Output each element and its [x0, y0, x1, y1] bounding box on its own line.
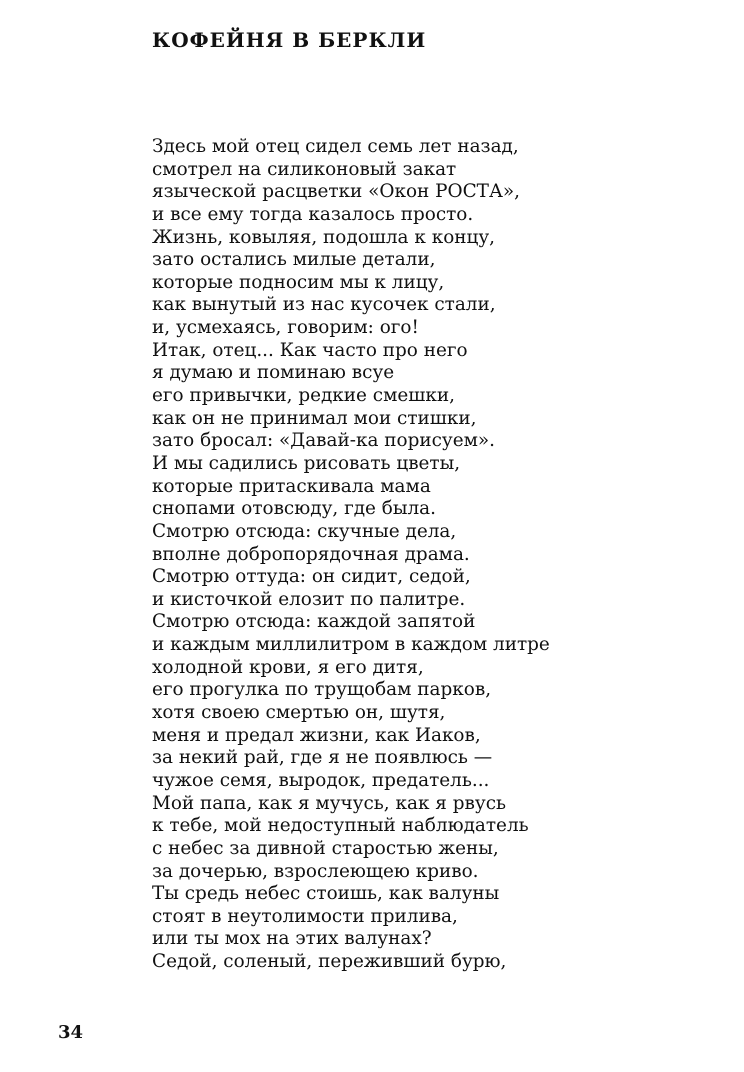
poem-line: за дочерью, взрослеющею криво. — [152, 860, 479, 882]
poem-line: чужое семя, выродок, предатель... — [152, 769, 490, 791]
poem-line: его прогулка по трущобам парков, — [152, 679, 492, 701]
poem-title: КОФЕЙНЯ В БЕРКЛИ — [152, 28, 427, 52]
poem-line: снопами отовсюду, где была. — [152, 498, 436, 520]
poem-line: и каждым миллилитром в каждом литре — [152, 634, 550, 656]
poem-line: которые подносим мы к лицу, — [152, 271, 445, 293]
poem-line: Смотрю оттуда: он сидит, седой, — [152, 566, 471, 588]
poem-line: меня и предал жизни, как Иаков, — [152, 724, 481, 746]
poem-line: холодной крови, я его дитя, — [152, 656, 424, 678]
poem-line: стоят в неутолимости прилива, — [152, 905, 458, 927]
poem-line: И мы садились рисовать цветы, — [152, 452, 461, 474]
poem-line: к тебе, мой недоступный наблюдатель — [152, 815, 529, 837]
poem-line: зато остались милые детали, — [152, 249, 436, 271]
poem-line: хотя своею смертью он, шутя, — [152, 702, 446, 724]
poem-body — [152, 136, 550, 974]
poem-line: за некий рай, где я не появлюсь — — [152, 747, 493, 769]
poem-line: и все ему тогда казалось просто. — [152, 203, 474, 225]
poem-line: Здесь мой отец сидел семь лет назад, — [152, 136, 519, 157]
poem-line: и кисточкой елозит по палитре. — [152, 588, 466, 610]
poem-line: Мой папа, как я мучусь, как я рвусь — [152, 792, 507, 814]
poem-line: которые притаскивала мама — [152, 475, 431, 497]
poem-line: Жизнь, ковыляя, подошла к концу, — [152, 226, 496, 248]
poem-line: Смотрю отсюда: скучные дела, — [152, 520, 457, 542]
poem-line: зато бросал: «Давай-ка порисуем». — [152, 430, 496, 452]
page-number: 34 — [58, 1022, 84, 1043]
poem-line: его привычки, редкие смешки, — [152, 385, 455, 407]
poem-line: Ты средь небес стоишь, как валуны — [152, 883, 500, 905]
poem-line: с небес за дивной старостью жены, — [152, 837, 499, 859]
poem-line: я думаю и поминаю всуе — [152, 362, 395, 384]
poem-line: и, усмехаясь, говорим: ого! — [152, 317, 419, 339]
poem-line: вполне добропорядочная драма. — [152, 543, 470, 565]
poem-line: или ты мох на этих валунах? — [152, 928, 432, 950]
poem-line: смотрел на силиконовый закат — [152, 158, 457, 180]
poem-line: Итак, отец... Как часто про него — [152, 339, 468, 361]
poem-line: языческой расцветки «Окон РОСТА», — [152, 181, 520, 203]
poem-line: Седой, соленый, переживший бурю, — [152, 951, 507, 973]
poem-line: как он не принимал мои стишки, — [152, 407, 477, 429]
poem-line: Смотрю отсюда: каждой запятой — [152, 611, 476, 633]
poem-line: как вынутый из нас кусочек стали, — [152, 294, 496, 316]
